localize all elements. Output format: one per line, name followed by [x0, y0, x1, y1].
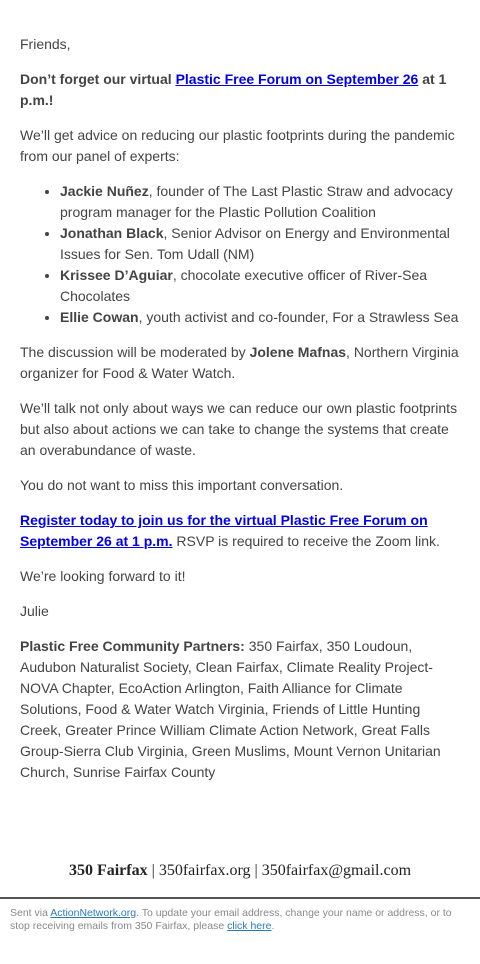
forum-link[interactable]: Plastic Free Forum on September 26	[175, 71, 419, 87]
advice-paragraph: We’ll get advice on reducing our plastic footprints during the pandemic from our panel of experts:	[20, 127, 455, 164]
footer-org: 350 Fairfax	[68, 862, 148, 879]
partners-list: 350 Fairfax, 350 Loudoun, Audubon Naturalist Society, Clean Fairfax, Climate Reality Project-NOVA Chapter, EcoAction Arlington, Faith Alliance for Climate Solutions, Food & Water Watch Virginia, Friends of Little Hunting Creek, Greater Prince William Climate Action Network, Great Falls Group-Sierra Club Virginia, Green Muslims, Mount Vernon Unitarian Church, Sunrise Fairfax County	[20, 638, 441, 780]
signature: Julie	[20, 603, 49, 619]
footer-sep: |	[147, 862, 159, 879]
miss-paragraph: You do not want to miss this important conversation.	[20, 477, 344, 493]
greeting: Friends,	[20, 36, 71, 52]
panelist-name: Krissee D’Aguiar	[60, 267, 173, 283]
partners-paragraph	[20, 636, 460, 783]
intro-suffix: at 1 p.m.!	[20, 71, 447, 108]
forward-paragraph: We’re looking forward to it!	[20, 568, 186, 584]
list-item	[60, 307, 460, 328]
intro-prefix: Don’t forget our virtual	[20, 71, 176, 87]
moderator-name: Jolene Mafnas	[249, 344, 347, 360]
footer-sep: |	[250, 862, 262, 879]
panelist-desc: , founder of The Last Plastic Straw and advocacy program manager for the Plastic Pollution Coalition	[60, 183, 453, 220]
moderator-prefix: The discussion will be moderated by	[20, 344, 250, 360]
register-paragraph	[20, 510, 460, 552]
panelist-name: Jonathan Black	[60, 225, 164, 241]
fine-print	[10, 907, 470, 933]
fine-print-end: .	[271, 920, 275, 932]
list-item	[60, 181, 460, 223]
panelist-desc: , youth activist and co-founder, For a Strawless Sea	[138, 309, 459, 325]
panelist-name: Jackie Nuñez	[60, 183, 149, 199]
panelist-name: Ellie Cowan	[60, 309, 139, 325]
list-item	[60, 223, 460, 265]
register-link[interactable]: Register today to join us for the virtual Plastic Free Forum on September 26 at 1 p.m.	[20, 512, 428, 549]
footer-email: 350fairfax@gmail.com	[261, 862, 412, 879]
moderator-suffix: , Northern Virginia organizer for Food & Water Watch.	[20, 344, 459, 381]
intro-paragraph	[20, 69, 460, 111]
panelist-desc: , chocolate executive officer of River-Sea Chocolates	[60, 267, 428, 304]
moderator-paragraph	[20, 342, 460, 384]
panelist-desc: , Senior Advisor on Energy and Environmental Issues for Sen. Tom Udall (NM)	[60, 225, 450, 262]
fine-print-middle: . To update your email address, change your name or address, or to stop receiving emails from 350 Fairfax, please	[10, 907, 452, 932]
unsubscribe-link[interactable]: click here	[227, 920, 272, 932]
panel-list	[20, 181, 460, 328]
list-item	[60, 265, 460, 307]
actionnetwork-link[interactable]: ActionNetwork.org	[50, 907, 137, 919]
talk-paragraph: We’ll talk not only about ways we can reduce our own plastic footprints but also about actions we can take to change the systems that create an overabundance of waste.	[20, 400, 458, 458]
partners-label: Plastic Free Community Partners:	[20, 638, 245, 654]
footer-divider	[0, 897, 480, 899]
fine-print-prefix: Sent via	[10, 907, 51, 919]
footer-brand	[0, 858, 480, 884]
footer-site: 350fairfax.org	[158, 862, 251, 879]
register-suffix: RSVP is required to receive the Zoom link.	[172, 533, 440, 549]
